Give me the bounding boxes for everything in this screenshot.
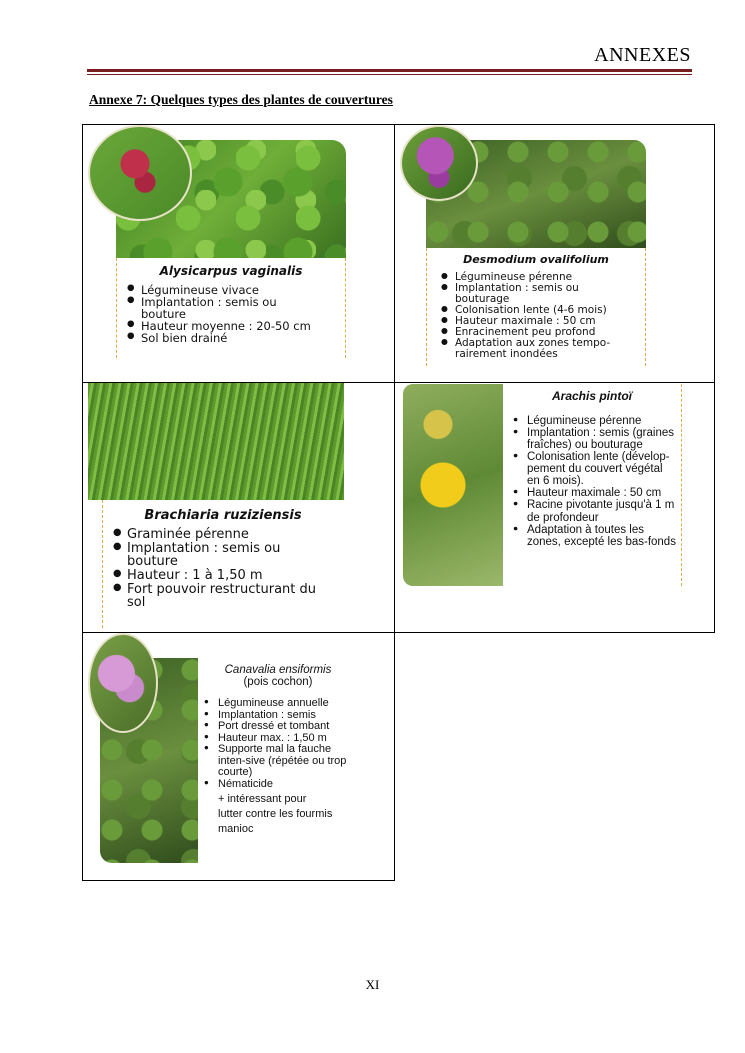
- plant-name: Canavalia ensiformis: [224, 664, 332, 676]
- trait-item: ● Hauteur maximale : 50 cm: [513, 487, 678, 499]
- trait-item: ● Adaptation à toutes les zones, excepté les bas-fonds: [513, 524, 678, 548]
- plant-photo: [403, 384, 503, 586]
- trait-item: ● Hauteur : 1 à 1,50 m: [113, 569, 343, 583]
- trait-item: ● Colonisation lente (4-6 mois): [441, 305, 641, 316]
- plant-note: [218, 792, 358, 837]
- note-line: lutter contre les fourmis: [218, 808, 333, 821]
- plant-traits: [113, 528, 343, 610]
- plant-traits: [441, 272, 641, 360]
- trait-item: ● Supporte mal la fauche inten-sive (répétée ou trop courte): [204, 744, 354, 779]
- trait-item: ● Port dressé et tombant: [204, 721, 354, 733]
- plant-traits: [513, 415, 678, 548]
- table-border-right: [714, 124, 715, 633]
- plant-caption: [426, 248, 646, 366]
- trait-item: ● Légumineuse pérenne: [513, 415, 678, 427]
- trait-item: ● Nématicide: [204, 779, 354, 791]
- note-line: + intéressant pour: [218, 793, 307, 806]
- plant-name: Arachis pintoï: [551, 389, 632, 403]
- plant-caption: [198, 658, 358, 863]
- trait-item: ● Implantation : semis: [204, 710, 354, 722]
- page-number: XI: [365, 977, 380, 992]
- note-line: manioc: [218, 823, 254, 836]
- plant-name: Alysicarpus vaginalis: [159, 264, 303, 278]
- plant-card-alysicarpus: [88, 125, 348, 360]
- table-border-left: [82, 124, 83, 881]
- trait-item: ● Hauteur maximale : 50 cm: [441, 316, 641, 327]
- plant-caption: [503, 384, 682, 586]
- trait-item: ● Légumineuse annuelle: [204, 698, 354, 710]
- plant-name: Desmodium ovalifolium: [463, 253, 609, 266]
- plant-card-desmodium: [400, 125, 648, 370]
- table-border-mid-vertical: [394, 124, 395, 881]
- plant-name: Brachiaria ruziziensis: [144, 508, 302, 523]
- flower-inset-image: [400, 125, 478, 201]
- trait-item: ● Sol bien drainé: [127, 332, 345, 344]
- trait-item: ● Adaptation aux zones tempo-rairement inondées: [441, 338, 635, 360]
- plant-card-arachis: [403, 384, 683, 589]
- trait-item: ● Implantation : semis (graines fraîches) ou bouturage: [513, 427, 678, 451]
- trait-item: ● Fort pouvoir restructurant du sol: [113, 583, 337, 610]
- trait-item: ● Hauteur max. : 1,50 m: [204, 733, 354, 745]
- trait-item: ● Légumineuse vivace: [127, 284, 345, 296]
- flower-inset-image: [88, 633, 158, 733]
- plant-traits: [204, 698, 354, 790]
- trait-item: ● Légumineuse pérenne: [441, 272, 641, 283]
- trait-item: ● Enracinement peu profond: [441, 327, 641, 338]
- plant-card-brachiaria: [88, 383, 348, 628]
- trait-item: ● Colonisation lente (dévelop-pement du couvert végétal en 6 mois).: [513, 451, 678, 487]
- section-title: Annexe 7: Quelques types des plantes de couvertures: [89, 92, 393, 107]
- table-border-bottom: [82, 880, 395, 881]
- trait-item: ● Implantation : semis ou bouture: [113, 542, 327, 569]
- header-rule-thick: [87, 69, 692, 72]
- plant-photo: [88, 383, 344, 500]
- plant-caption: [116, 258, 346, 358]
- trait-item: ● Graminée pérenne: [113, 528, 343, 542]
- trait-item: ● Implantation : semis ou bouturage: [441, 283, 625, 305]
- plant-common-name: (pois cochon): [243, 676, 313, 688]
- plant-traits: [127, 284, 345, 344]
- plant-card-canavalia: [88, 633, 363, 868]
- flower-inset-image: [88, 125, 192, 221]
- header-title: ANNEXES: [594, 44, 691, 66]
- trait-item: ● Racine pivotante jusqu'à 1 m de profondeur: [513, 499, 678, 523]
- header-rule-thin: [87, 74, 692, 75]
- plant-caption: [102, 500, 343, 628]
- trait-item: ● Implantation : semis ou bouture: [127, 296, 291, 320]
- trait-item: ● Hauteur moyenne : 20-50 cm: [127, 320, 345, 332]
